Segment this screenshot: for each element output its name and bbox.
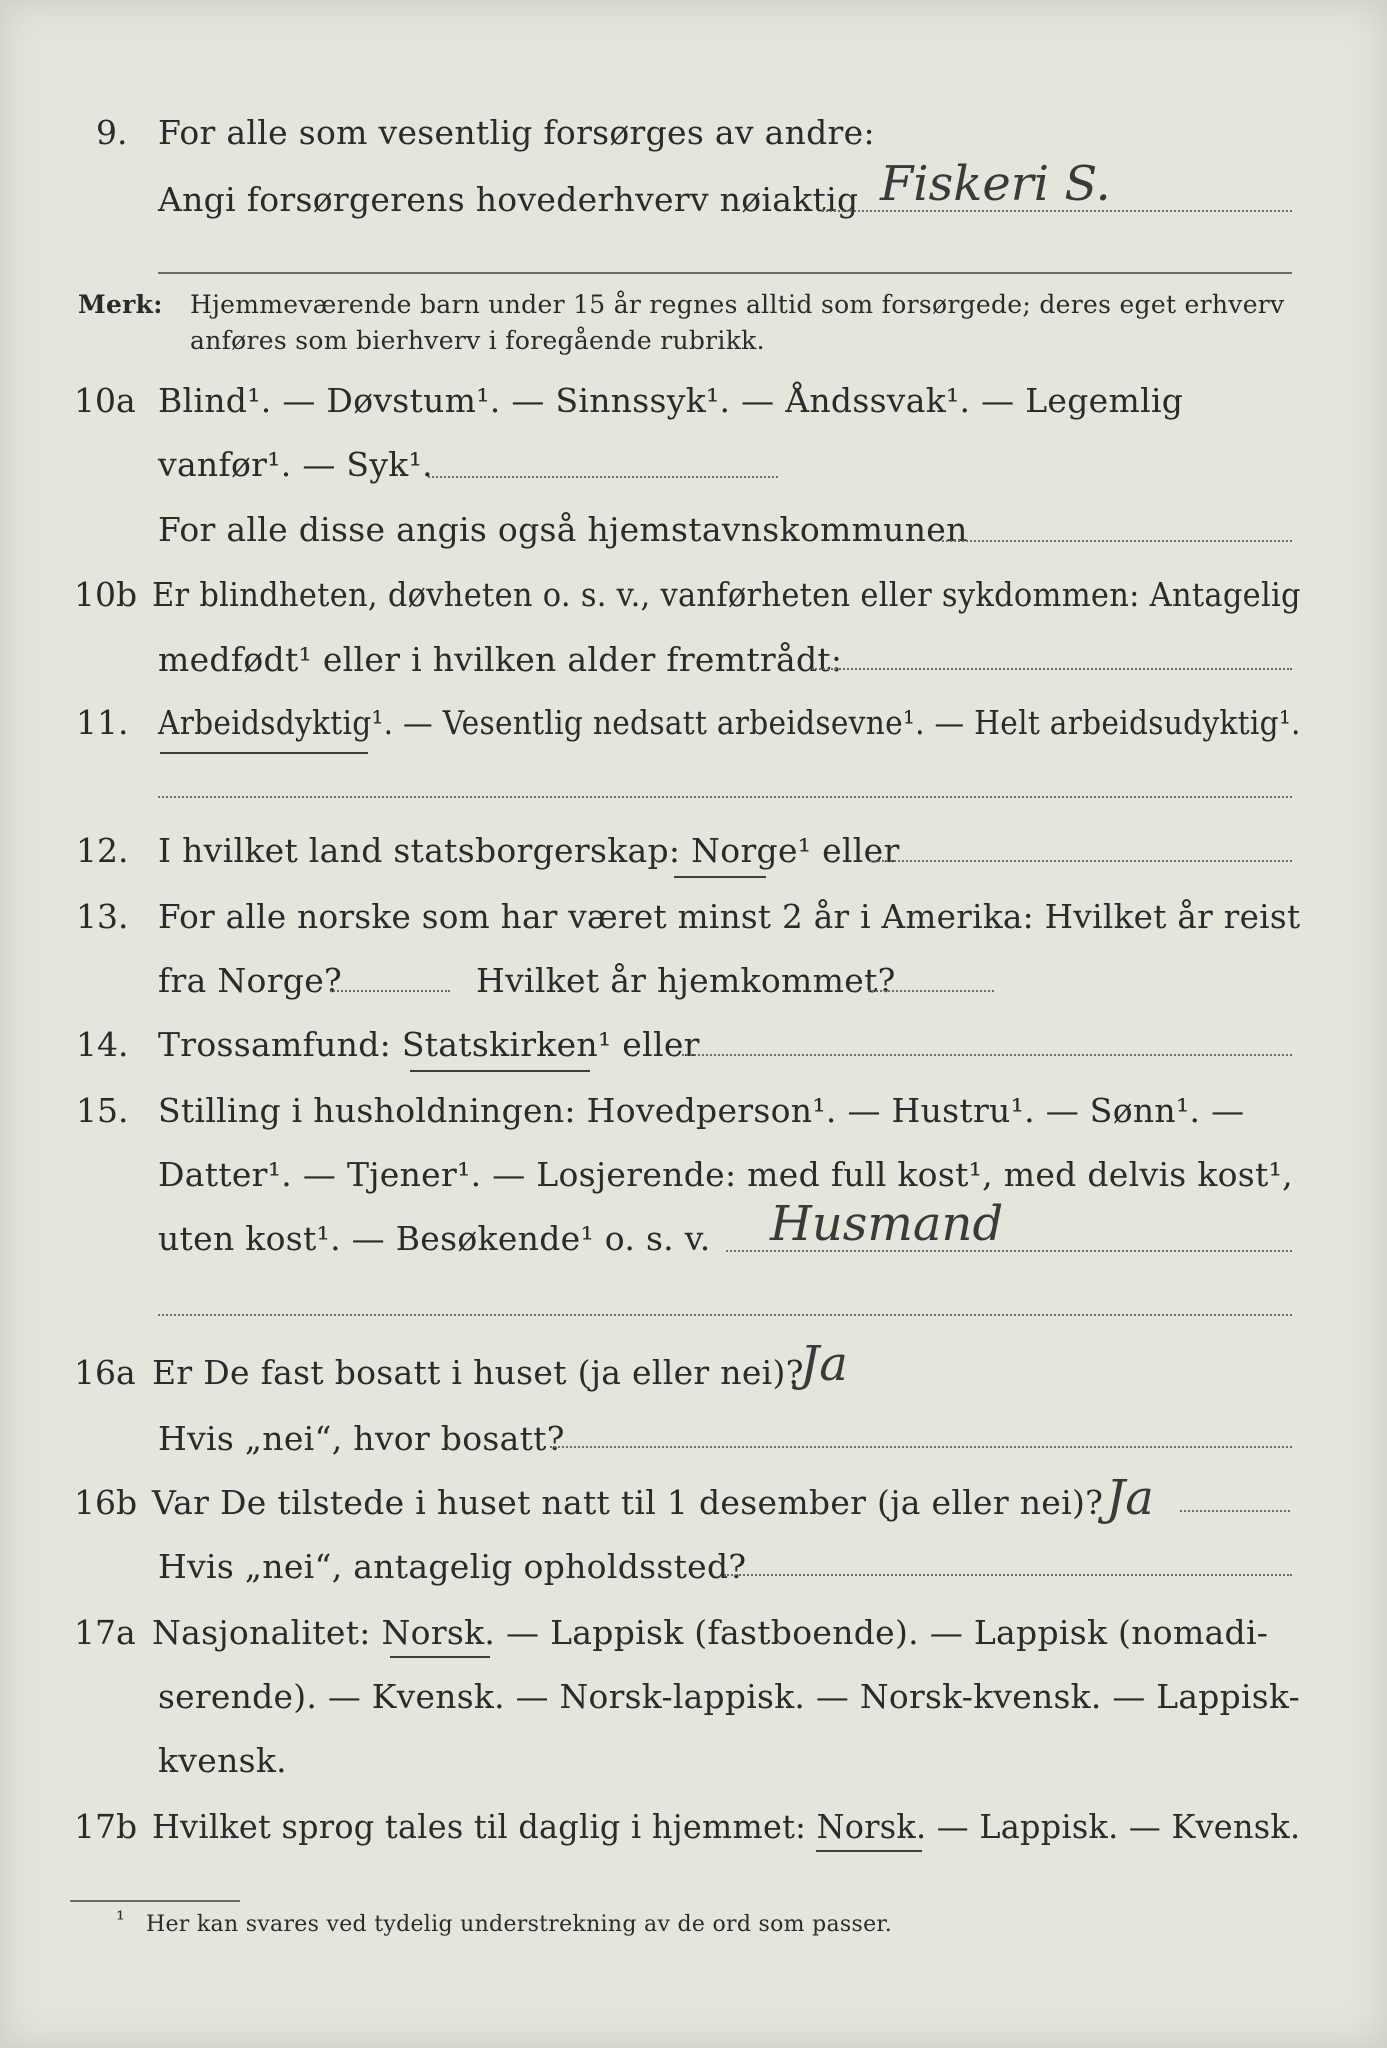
q16b-opholdssted-line xyxy=(724,1574,1292,1576)
q10a-line1: Blind¹. — Døvstum¹. — Sinnssyk¹. — Åndssvak¹. — Legemlig xyxy=(158,381,1184,420)
q13-reist-line xyxy=(330,990,450,992)
q16b-number: 16b xyxy=(74,1483,138,1522)
merk-line2: anføres som bierhverv i foregående rubrikk. xyxy=(190,326,765,355)
q16b-handwritten-answer: Ja xyxy=(1106,1470,1154,1526)
q17a-number: 17a xyxy=(74,1613,136,1652)
q15-line3: uten kost¹. — Besøkende¹ o. s. v. xyxy=(158,1219,711,1258)
q9-number: 9. xyxy=(96,113,128,152)
q12-number: 12. xyxy=(76,831,129,870)
q16a-number: 16a xyxy=(74,1353,136,1392)
q14-answer-line xyxy=(682,1054,1292,1056)
q11-line1: Arbeidsdyktig¹. — Vesentlig nedsatt arbeidsevne¹. — Helt arbeidsudyktig¹. xyxy=(158,703,1301,742)
merk-label: Merk: xyxy=(78,290,163,319)
q9-line2: Angi forsørgerens hovederhverv nøiaktig xyxy=(158,180,859,219)
q15-handwritten-answer: Husmand xyxy=(770,1196,1004,1252)
q16a-line2: Hvis „nei“, hvor bosatt? xyxy=(158,1419,565,1458)
q17a-line1: Nasjonalitet: Norsk. — Lappisk (fastboende). — Lappisk (nomadi- xyxy=(152,1613,1269,1652)
q16b-line2: Hvis „nei“, antagelig opholdssted? xyxy=(158,1547,747,1586)
q9-line1: For alle som vesentlig forsørges av andre: xyxy=(158,113,875,152)
q11-answer-line xyxy=(158,796,1292,798)
q16b-answer-line xyxy=(1180,1510,1290,1512)
q10a-syk-line xyxy=(428,476,778,478)
q16a-line1: Er De fast bosatt i huset (ja eller nei)? xyxy=(152,1353,804,1392)
q17b-line1: Hvilket sprog tales til daglig i hjemmet: Norsk. — Lappisk. — Kvensk. xyxy=(152,1807,1301,1846)
q13-line1: For alle norske som har været minst 2 år i Amerika: Hvilket år reist xyxy=(158,897,1301,936)
q14-line1: Trossamfund: Statskirken¹ eller xyxy=(158,1025,700,1064)
q9-separator xyxy=(158,272,1292,274)
q17a-underline-norsk xyxy=(390,1656,490,1658)
q17b-underline-norsk xyxy=(816,1850,922,1852)
footnote-rule xyxy=(70,1900,240,1902)
q16a-answer-line xyxy=(550,1446,1292,1448)
q13-line2b: Hvilket år hjemkommet? xyxy=(476,961,896,1000)
q14-underline-statskirken xyxy=(410,1070,590,1072)
q16b-line1: Var De tilstede i huset natt til 1 desember (ja eller nei)? xyxy=(152,1483,1104,1522)
q9-handwritten-answer: Fiskeri S. xyxy=(880,156,1111,212)
q10b-line1: Er blindheten, døvheten o. s. v., vanførheten eller sykdommen: Antagelig xyxy=(152,575,1301,614)
q10b-answer-line xyxy=(812,668,1292,670)
q13-number: 13. xyxy=(76,897,129,936)
q17a-line2: serende). — Kvensk. — Norsk-lappisk. — Norsk-kvensk. — Lappisk- xyxy=(158,1677,1301,1716)
q10a-number: 10a xyxy=(74,381,136,420)
q15-line1: Stilling i husholdningen: Hovedperson¹. — Hustru¹. — Sønn¹. — xyxy=(158,1091,1245,1130)
q15-extra-line xyxy=(158,1314,1292,1316)
q10a-line3: For alle disse angis også hjemstavnskommunen xyxy=(158,510,968,549)
q12-underline-norge xyxy=(674,876,766,878)
q13-line2a: fra Norge? xyxy=(158,961,343,1000)
q11-underline-arbeidsdyktig xyxy=(160,752,368,754)
q10b-number: 10b xyxy=(74,575,138,614)
merk-line1: Hjemmeværende barn under 15 år regnes alltid som forsørgede; deres eget erhverv xyxy=(190,290,1285,319)
q17b-number: 17b xyxy=(74,1807,138,1846)
q12-answer-line xyxy=(870,860,1292,862)
q10a-line2: vanfør¹. — Syk¹. xyxy=(158,445,433,484)
q11-number: 11. xyxy=(76,703,129,742)
q15-line2: Datter¹. — Tjener¹. — Losjerende: med full kost¹, med delvis kost¹, xyxy=(158,1155,1293,1194)
footnote-mark: ¹ xyxy=(116,1908,126,1933)
q12-line1: I hvilket land statsborgerskap: Norge¹ eller xyxy=(158,831,900,870)
q15-number: 15. xyxy=(76,1091,129,1130)
q16a-handwritten-answer: Ja xyxy=(800,1336,848,1392)
q10b-line2: medfødt¹ eller i hvilken alder fremtrådt: xyxy=(158,640,843,679)
footnote-text: Her kan svares ved tydelig understrekning av de ord som passer. xyxy=(146,1912,893,1937)
q10a-answer-line xyxy=(942,540,1292,542)
q14-number: 14. xyxy=(76,1025,129,1064)
q17a-line3: kvensk. xyxy=(158,1741,287,1780)
q13-hjemkommet-line xyxy=(868,990,994,992)
